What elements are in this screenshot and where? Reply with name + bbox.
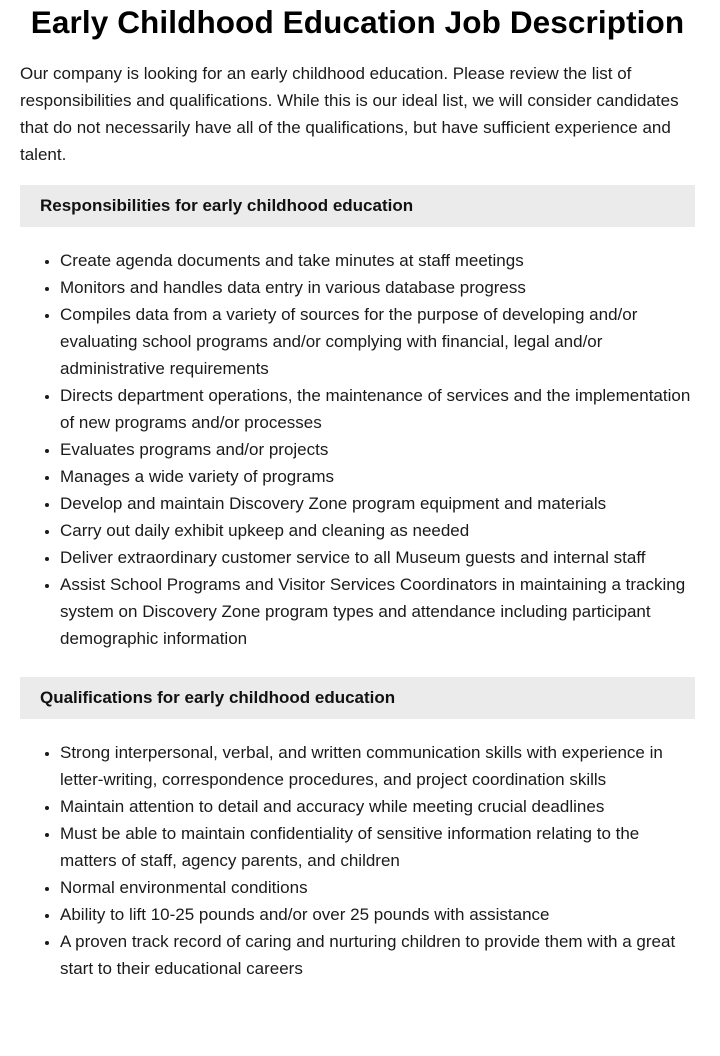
list-item: • Deliver extraordinary customer service to all Museum guests and internal staff <box>60 544 695 571</box>
list-item: • Compiles data from a variety of sources for the purpose of developing and/or evaluating school programs and/or complying with financial, legal and/or administrative requirements <box>60 301 695 382</box>
responsibilities-header: Responsibilities for early childhood education <box>20 185 695 227</box>
list-item: • Must be able to maintain confidentiality of sensitive information relating to the matters of staff, agency parents, and children <box>60 820 695 874</box>
list-item: • Normal environmental conditions <box>60 874 695 901</box>
list-item: • Directs department operations, the maintenance of services and the implementation of new programs and/or processes <box>60 382 695 436</box>
list-item: • Monitors and handles data entry in various database progress <box>60 274 695 301</box>
qualifications-header: Qualifications for early childhood education <box>20 677 695 719</box>
page-title: Early Childhood Education Job Description <box>30 4 685 40</box>
list-item: • Evaluates programs and/or projects <box>60 436 695 463</box>
responsibilities-list <box>20 247 695 652</box>
list-item: • A proven track record of caring and nurturing children to provide them with a great start to their educational careers <box>60 928 695 982</box>
qualifications-list <box>20 739 695 982</box>
list-item: • Ability to lift 10-25 pounds and/or over 25 pounds with assistance <box>60 901 695 928</box>
list-item: • Manages a wide variety of programs <box>60 463 695 490</box>
list-item: • Develop and maintain Discovery Zone program equipment and materials <box>60 490 695 517</box>
list-item: • Strong interpersonal, verbal, and written communication skills with experience in letter-writing, correspondence procedures, and project coordination skills <box>60 739 695 793</box>
list-item: • Create agenda documents and take minutes at staff meetings <box>60 247 695 274</box>
list-item: • Assist School Programs and Visitor Services Coordinators in maintaining a tracking system on Discovery Zone program types and attendance including participant demographic information <box>60 571 695 652</box>
list-item: • Carry out daily exhibit upkeep and cleaning as needed <box>60 517 695 544</box>
intro-paragraph: Our company is looking for an early childhood education. Please review the list of responsibilities and qualifications. While this is our ideal list, we will consider candidates that do not necessarily have all of the qualifications, but have sufficient experience and talent. <box>20 64 679 164</box>
list-item: • Maintain attention to detail and accuracy while meeting crucial deadlines <box>60 793 695 820</box>
